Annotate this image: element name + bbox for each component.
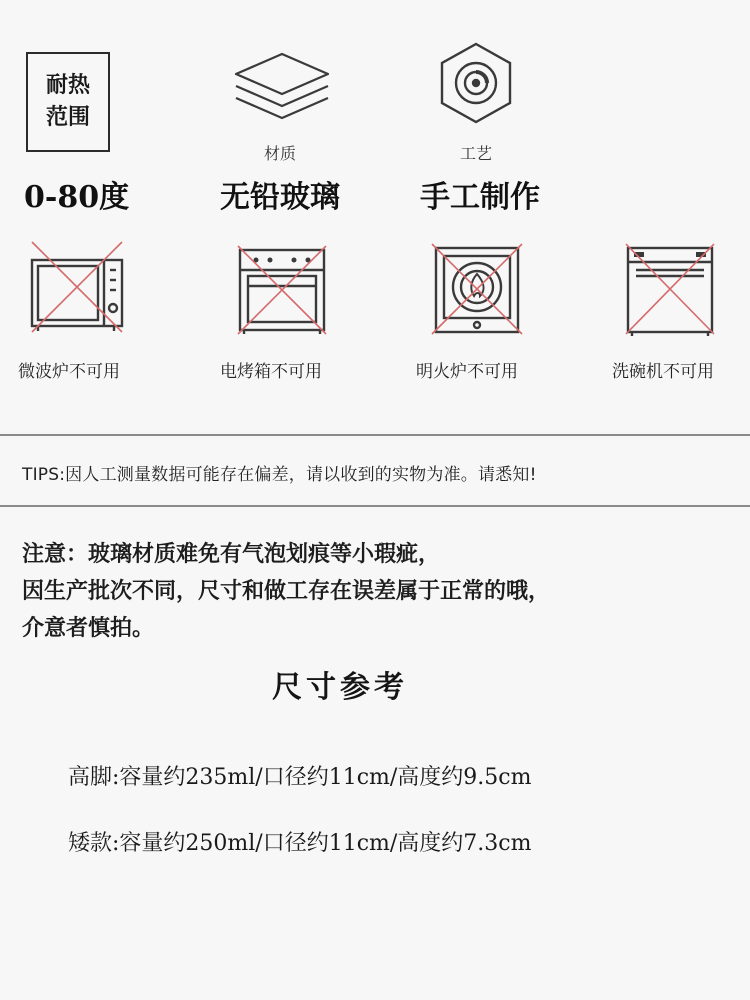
heat-range-box [26,52,110,152]
notice-block [22,536,732,647]
notice-line-2: 因生产批次不同，尺寸和做工存在误差属于正常的哦， [22,579,551,604]
notice-line-3: 介意者慎拍。 [22,616,155,641]
heat-range-label-line2: 范围 [45,105,90,130]
craft-caption: 工艺 [459,144,492,163]
craft-value: 手工制作 [420,180,540,215]
hexagon-swirl-icon [438,40,514,126]
material-value: 无铅玻璃 [220,180,340,215]
heat-range-value: 0-80度 [24,180,130,215]
open-flame-stove-icon [430,240,526,336]
size-reference-title: 尺寸参考 [272,670,408,705]
microwave-icon [28,240,124,336]
notice-line-1: 注意：玻璃材质难免有气泡划痕等小瑕疵， [22,542,441,567]
open-flame-caption: 明火炉不可用 [416,362,518,382]
spec-short: 矮款:容量约250ml/口径约11cm/高度约7.3cm [68,831,532,856]
spec-tall: 高脚:容量约235ml/口径约11cm/高度约9.5cm [68,765,532,790]
layers-icon [230,48,334,124]
oven-caption: 电烤箱不可用 [220,362,322,382]
bottom-divider [0,505,750,507]
dishwasher-caption: 洗碗机不可用 [612,362,714,382]
material-caption: 材质 [263,144,296,163]
dishwasher-icon [622,240,718,336]
tips-text: TIPS:因人工测量数据可能存在偏差，请以收到的实物为准。请悉知! [22,465,537,485]
oven-icon [234,240,330,336]
top-divider [0,434,750,436]
microwave-caption: 微波炉不可用 [18,362,120,382]
heat-range-label-line1: 耐热 [45,73,90,98]
